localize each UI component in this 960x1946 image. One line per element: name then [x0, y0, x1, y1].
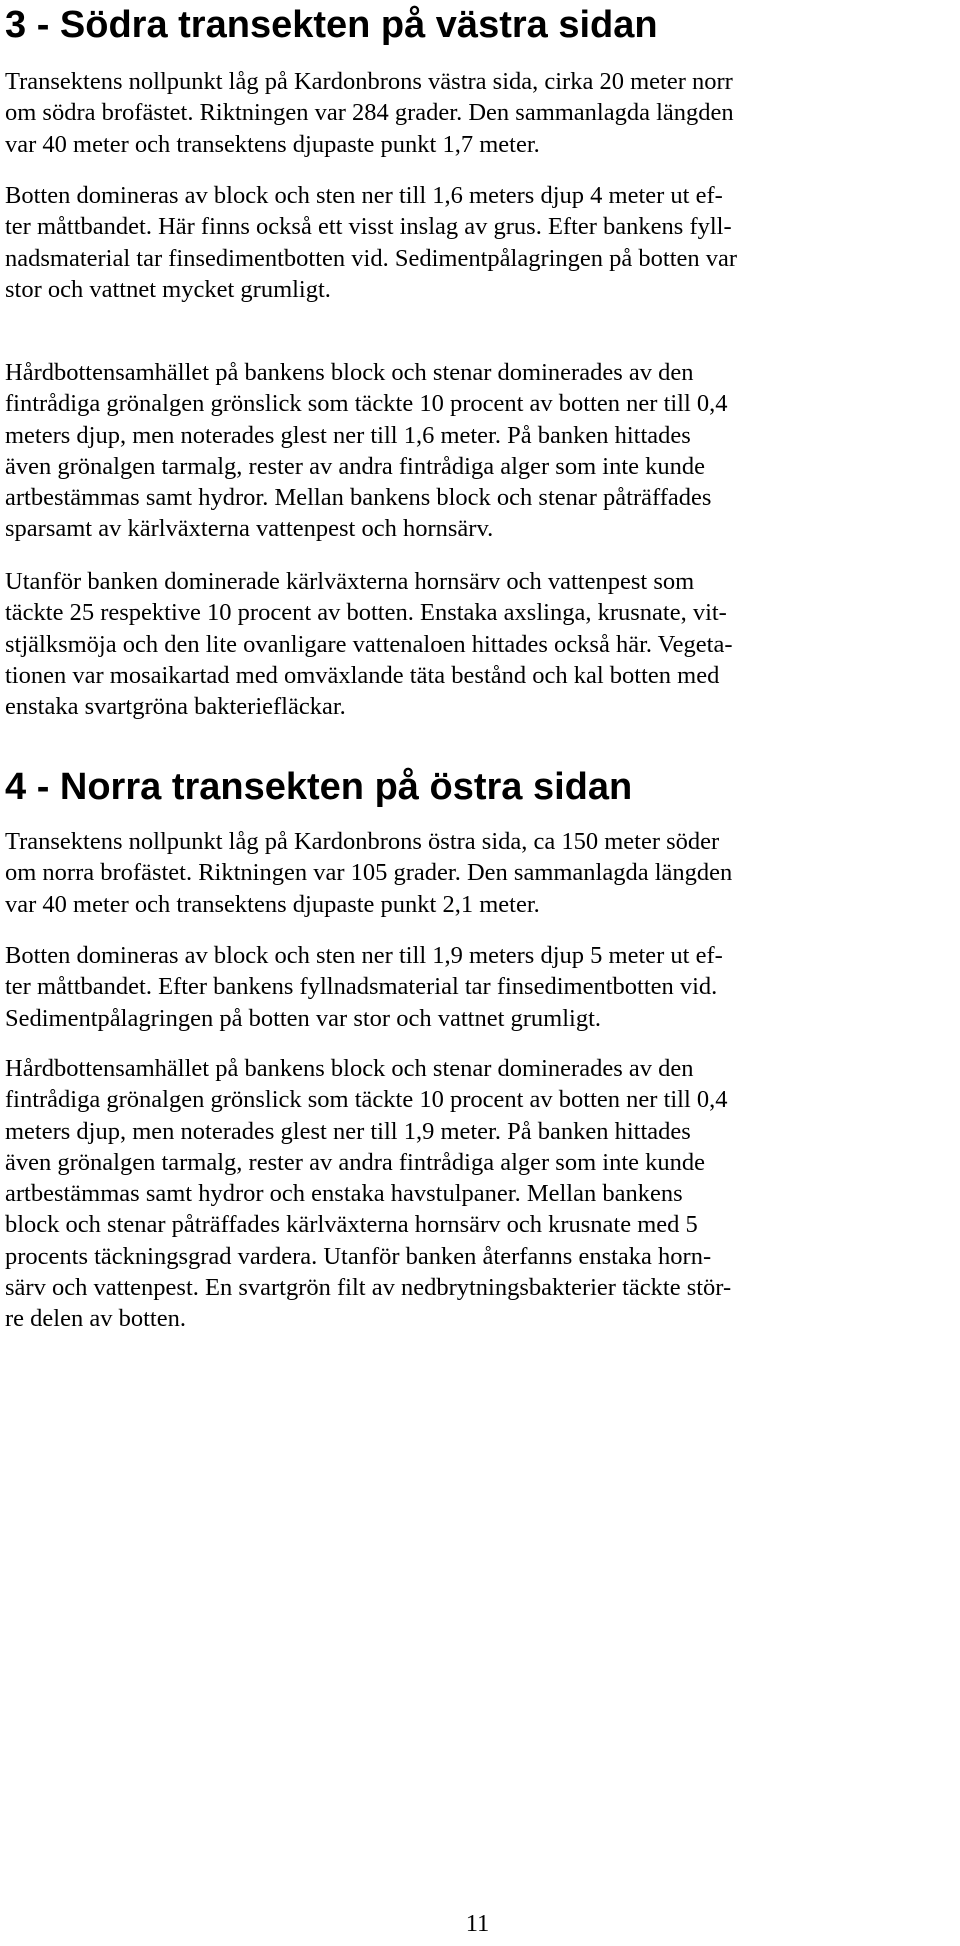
page-number: 11: [465, 1910, 490, 1937]
text-line: meters djup, men noterades glest ner till 1,9 meter. På banken hittades: [5, 1117, 691, 1145]
text-line: Transektens nollpunkt låg på Kardonbrons västra sida, cirka 20 meter norr: [5, 68, 733, 95]
text-line: meters djup, men noterades glest ner till 1,6 meter. På banken hittades: [5, 421, 691, 449]
text-line: re delen av botten.: [5, 1305, 186, 1333]
section-4-heading: 4 - Norra transekten på östra sidan: [5, 766, 633, 808]
text-line: stjälksmöja och den lite ovanligare vattenaloen hittades också här. Vegeta-: [5, 630, 733, 658]
text-line: tionen var mosaikartad med omväxlande täta bestånd och kal botten med: [5, 661, 720, 689]
text-line: särv och vattenpest. En svartgrön filt av nedbrytningsbakterier täckte stör-: [5, 1274, 732, 1302]
text-line: ter måttbandet. Här finns också ett visst inslag av grus. Efter bankens fyll-: [5, 213, 732, 241]
text-line: fintrådiga grönalgen grönslick som täckte 10 procent av botten ner till 0,4: [5, 390, 728, 418]
text-line: nadsmaterial tar finsedimentbotten vid. Sedimentpålagringen på botten var: [5, 244, 738, 272]
section-3-paragraph-4: [5, 566, 733, 722]
text-line: Botten domineras av block och sten ner till 1,6 meters djup 4 meter ut ef-: [5, 182, 723, 209]
document-page: [5, 0, 950, 1946]
section-4-paragraph-3: [5, 1053, 731, 1335]
text-line: var 40 meter och transektens djupaste punkt 1,7 meter.: [5, 130, 540, 158]
text-line: ter måttbandet. Efter bankens fyllnadsmaterial tar finsedimentbotten vid.: [5, 973, 718, 1001]
text-line: artbestämmas samt hydror och enstaka havstulpaner. Mellan bankens: [5, 1180, 683, 1208]
text-line: stor och vattnet mycket grumligt.: [5, 275, 331, 303]
text-line: täckte 25 respektive 10 procent av botten. Enstaka axslinga, krusnate, vit-: [5, 599, 727, 627]
text-line: enstaka svartgröna bakteriefläckar.: [5, 693, 346, 721]
section-3-heading: 3 - Södra transekten på västra sidan: [5, 4, 658, 46]
section-4-paragraph-1: [5, 826, 732, 920]
text-line: även grönalgen tarmalg, rester av andra fintrådiga alger som inte kunde: [5, 452, 706, 480]
text-line: Transektens nollpunkt låg på Kardonbrons östra sida, ca 150 meter söder: [5, 828, 720, 855]
text-line: Utanför banken dominerade kärlväxterna hornsärv och vattenpest som: [5, 568, 695, 595]
text-line: sparsamt av kärlväxterna vattenpest och hornsärv.: [5, 515, 494, 543]
section-3-paragraph-1: [5, 66, 734, 160]
text-line: Botten domineras av block och sten ner till 1,9 meters djup 5 meter ut ef-: [5, 942, 723, 969]
section-3-paragraph-2: [5, 180, 737, 305]
text-line: även grönalgen tarmalg, rester av andra fintrådiga alger som inte kunde: [5, 1148, 706, 1176]
text-line: artbestämmas samt hydror. Mellan bankens block och stenar påträffades: [5, 484, 712, 512]
text-line: procents täckningsgrad vardera. Utanför banken återfanns enstaka horn-: [5, 1242, 712, 1270]
text-line: om södra brofästet. Riktningen var 284 grader. Den sammanlagda längden: [5, 99, 734, 127]
section-3-paragraph-3: [5, 357, 728, 545]
text-line: om norra brofästet. Riktningen var 105 grader. Den sammanlagda längden: [5, 859, 733, 887]
text-line: Hårdbottensamhället på bankens block och stenar dominerades av den: [5, 359, 694, 386]
text-line: Hårdbottensamhället på bankens block och stenar dominerades av den: [5, 1055, 694, 1082]
text-line: Sedimentpålagringen på botten var stor och vattnet grumligt.: [5, 1004, 602, 1032]
section-4-paragraph-2: [5, 940, 723, 1034]
text-line: block och stenar påträffades kärlväxterna hornsärv och krusnate med 5: [5, 1211, 698, 1239]
text-line: var 40 meter och transektens djupaste punkt 2,1 meter.: [5, 890, 540, 918]
text-line: fintrådiga grönalgen grönslick som täckte 10 procent av botten ner till 0,4: [5, 1086, 728, 1114]
